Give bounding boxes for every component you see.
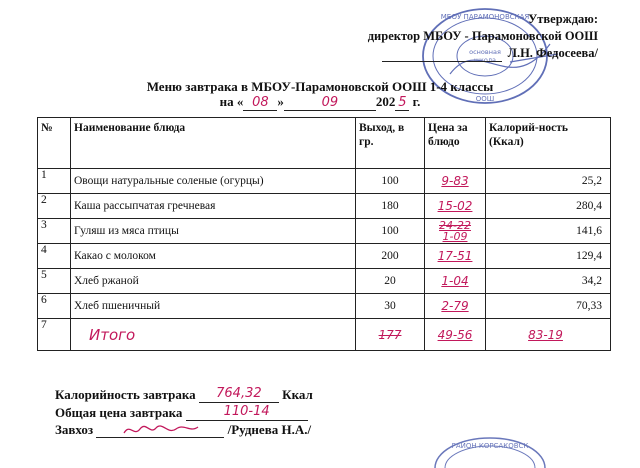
svg-text:РАЙОН КОРСАКОВСК: РАЙОН КОРСАКОВСК — [451, 442, 529, 450]
header-no: № — [38, 118, 71, 169]
price-corrected: 1-09 — [442, 230, 468, 243]
date-suffix: г. — [412, 94, 421, 109]
bottom-stamp — [430, 428, 550, 468]
header-cal: Калорий-ность (Ккал) — [486, 118, 611, 169]
cell-no: 4 — [38, 244, 71, 269]
cell-cal: 25,2 — [486, 169, 611, 194]
approval-block — [368, 11, 598, 62]
manager-signature — [96, 423, 224, 438]
price-struck: 24-22 — [439, 219, 471, 232]
cell-no: 2 — [38, 194, 71, 219]
table-row — [38, 194, 611, 219]
cell-name: Овощи натуральные соленые (огурцы) — [71, 169, 356, 194]
svg-text:ООШ: ООШ — [475, 95, 495, 103]
cell-out: 20 — [356, 269, 425, 294]
cell-total-out: 177 — [356, 319, 425, 351]
cell-out: 100 — [356, 169, 425, 194]
cell-cal: 34,2 — [486, 269, 611, 294]
price-row — [55, 403, 313, 421]
header-out: Выход, в гр. — [356, 118, 425, 169]
table-header-row — [38, 118, 611, 169]
date-month: 09 — [284, 95, 376, 111]
cell-out: 30 — [356, 294, 425, 319]
date-line — [0, 94, 640, 111]
approve-name: Л.Н. Федосеева/ — [507, 46, 598, 60]
cell-name: Хлеб ржаной — [71, 269, 356, 294]
date-year-prefix: 202 — [375, 94, 396, 109]
cell-total-price: 49-56 — [425, 319, 486, 351]
cell-out: 100 — [356, 219, 425, 244]
cell-cal: 141,6 — [486, 219, 611, 244]
cell-no: 5 — [38, 269, 71, 294]
cell-price: 2-79 — [425, 294, 486, 319]
calories-unit: Ккал — [282, 387, 313, 402]
date-mid: » — [277, 94, 284, 109]
cell-name: Гуляш из мяса птицы — [71, 219, 356, 244]
calories-label: Калорийность завтрака — [55, 387, 196, 402]
svg-text:основная: основная — [469, 48, 501, 56]
cell-price — [425, 219, 486, 244]
approve-position: директор МБОУ - Парамоновской ООШ — [367, 29, 598, 43]
header-name: Наименование блюда — [71, 118, 356, 169]
cell-name: Какао с молоком — [71, 244, 356, 269]
menu-table — [37, 117, 611, 351]
cell-no: 7 — [38, 319, 71, 351]
cell-total-label: Итого — [71, 319, 356, 351]
cell-price: 15-02 — [425, 194, 486, 219]
header-price: Цена за блюдо — [425, 118, 486, 169]
signature-scribble — [120, 423, 200, 437]
date-day: 08 — [243, 95, 277, 111]
cell-cal: 129,4 — [486, 244, 611, 269]
table-total-row — [38, 319, 611, 351]
date-year-digit: 5 — [395, 95, 409, 111]
cell-no: 6 — [38, 294, 71, 319]
cell-cal: 70,33 — [486, 294, 611, 319]
approve-signature-row — [368, 45, 598, 62]
approve-label: Утверждаю: — [528, 12, 598, 26]
manager-row — [55, 421, 313, 438]
cell-name: Каша рассыпчатая гречневая — [71, 194, 356, 219]
cell-price: 1-04 — [425, 269, 486, 294]
price-label: Общая цена завтрака — [55, 405, 183, 420]
table-row — [38, 244, 611, 269]
cell-name: Хлеб пшеничный — [71, 294, 356, 319]
calories-value: 764,32 — [199, 385, 279, 403]
cell-out: 200 — [356, 244, 425, 269]
svg-text:школа: школа — [474, 56, 496, 64]
table-row — [38, 169, 611, 194]
signature-line — [382, 49, 502, 62]
cell-out: 180 — [356, 194, 425, 219]
cell-price: 9-83 — [425, 169, 486, 194]
table-row — [38, 269, 611, 294]
manager-label: Завхоз — [55, 422, 94, 437]
date-prefix: на « — [219, 94, 244, 109]
price-value: 110-14 — [186, 403, 308, 421]
cell-no: 1 — [38, 169, 71, 194]
cell-total-cal: 83-19 — [486, 319, 611, 351]
page-title: Меню завтрака в МБОУ-Парамоновской ООШ 1-4 классы — [146, 79, 494, 94]
manager-name: /Руднева Н.А./ — [227, 422, 312, 437]
footer-block — [55, 385, 313, 438]
cell-price: 17-51 — [425, 244, 486, 269]
table-row — [38, 294, 611, 319]
svg-text:МБОУ ПАРАМОНОВСКАЯ: МБОУ ПАРАМОНОВСКАЯ — [440, 13, 530, 21]
table-row — [38, 219, 611, 244]
calories-row — [55, 385, 313, 403]
cell-cal: 280,4 — [486, 194, 611, 219]
cell-no: 3 — [38, 219, 71, 244]
